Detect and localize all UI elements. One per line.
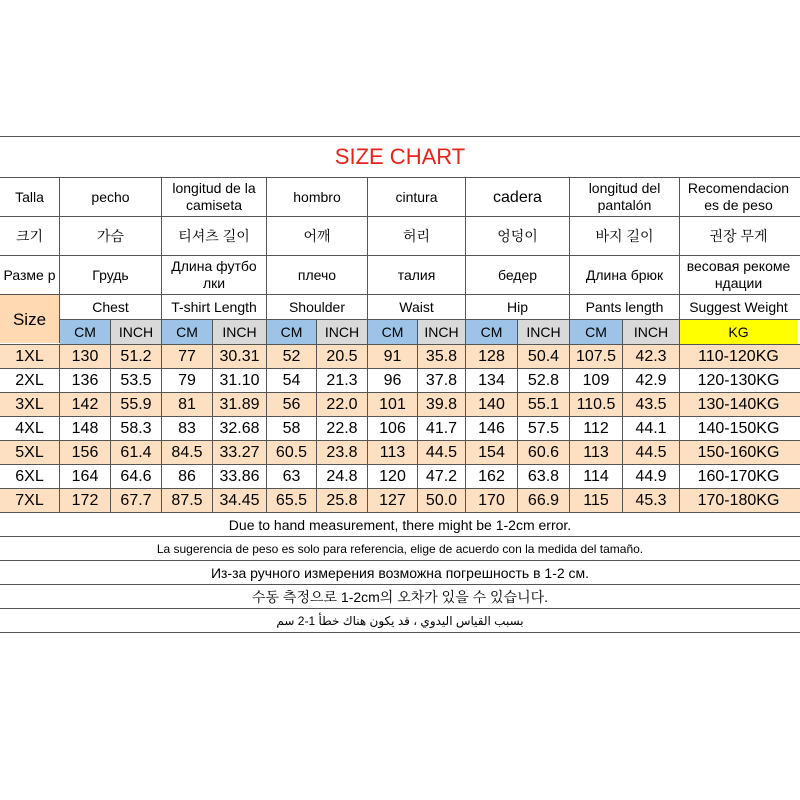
header-cell: талия bbox=[368, 256, 466, 294]
unit-cell: INCH bbox=[518, 320, 570, 344]
table-cell: 58.3 bbox=[111, 417, 162, 440]
table-cell: 20.5 bbox=[317, 345, 368, 368]
header-cell: cintura bbox=[368, 178, 466, 216]
table-cell: 110.5 bbox=[570, 393, 623, 416]
size-cell: 3XL bbox=[0, 393, 60, 416]
table-cell: 31.10 bbox=[213, 369, 267, 392]
header-cell: 티셔츠 길이 bbox=[162, 217, 267, 255]
header-cell: 가슴 bbox=[60, 217, 162, 255]
table-cell: 112 bbox=[570, 417, 623, 440]
header-cell: 권장 무게 bbox=[709, 227, 768, 244]
table-cell: 164 bbox=[60, 465, 111, 488]
unit-cell: CM bbox=[267, 320, 317, 344]
table-cell: 53.5 bbox=[111, 369, 162, 392]
header-cell: cadera bbox=[466, 178, 570, 216]
table-cell: 136 bbox=[60, 369, 111, 392]
table-cell: 140-150KG bbox=[697, 420, 780, 437]
header-cell: pecho bbox=[60, 178, 162, 216]
header-english-block bbox=[0, 294, 800, 344]
table-cell: 101 bbox=[368, 393, 418, 416]
size-cell: 5XL bbox=[0, 441, 60, 464]
header-row-units bbox=[60, 319, 800, 344]
table-cell: 77 bbox=[162, 345, 213, 368]
table-cell: 83 bbox=[162, 417, 213, 440]
header-cell: Hip bbox=[466, 295, 570, 319]
table-row bbox=[0, 344, 800, 368]
header-row-spanish bbox=[0, 177, 800, 216]
table-cell: 21.3 bbox=[317, 369, 368, 392]
table-cell: 84.5 bbox=[162, 441, 213, 464]
table-row bbox=[0, 416, 800, 440]
header-cell: Recomendacion es de peso bbox=[687, 180, 790, 213]
header-cell: 어깨 bbox=[267, 217, 368, 255]
table-cell: 120-130KG bbox=[697, 372, 780, 389]
unit-cell: INCH bbox=[418, 320, 466, 344]
table-cell: 106 bbox=[368, 417, 418, 440]
table-cell: 109 bbox=[570, 369, 623, 392]
table-cell: 110-120KG bbox=[698, 348, 779, 365]
size-chart bbox=[0, 136, 800, 633]
table-cell: 63.8 bbox=[518, 465, 570, 488]
table-cell: 61.4 bbox=[111, 441, 162, 464]
header-cell: Разме р bbox=[0, 256, 60, 294]
header-cell: Длина футбо лки bbox=[162, 256, 267, 294]
header-cell: longitud de la camiseta bbox=[162, 178, 267, 216]
note-english: Due to hand measurement, there might be 1-2cm error. bbox=[0, 512, 800, 536]
table-cell: 44.5 bbox=[623, 441, 680, 464]
table-cell: 113 bbox=[570, 441, 623, 464]
note-korean: 수동 측정으로 1-2cm의 오차가 있을 수 있습니다. bbox=[0, 584, 800, 608]
table-cell: 47.2 bbox=[418, 465, 466, 488]
header-cell: 크기 bbox=[0, 217, 60, 255]
table-cell: 34.45 bbox=[213, 489, 267, 512]
table-cell: 56 bbox=[267, 393, 317, 416]
size-cell: 4XL bbox=[0, 417, 60, 440]
unit-cell: CM bbox=[162, 320, 213, 344]
table-cell: 67.7 bbox=[111, 489, 162, 512]
header-cell: Грудь bbox=[60, 256, 162, 294]
title-row bbox=[0, 136, 800, 177]
header-cell: T-shirt Length bbox=[162, 295, 267, 319]
table-bottom-border bbox=[0, 632, 800, 633]
table-cell: 140 bbox=[466, 393, 518, 416]
table-cell: 156 bbox=[60, 441, 111, 464]
unit-cell: INCH bbox=[213, 320, 267, 344]
header-cell: Shoulder bbox=[267, 295, 368, 319]
header-cell: longitud del pantalón bbox=[570, 178, 680, 216]
table-cell: 91 bbox=[368, 345, 418, 368]
header-row-russian bbox=[0, 255, 800, 294]
table-cell: 66.9 bbox=[518, 489, 570, 512]
table-cell: 146 bbox=[466, 417, 518, 440]
table-cell: 115 bbox=[570, 489, 623, 512]
size-cell: 2XL bbox=[0, 369, 60, 392]
table-cell: 64.6 bbox=[111, 465, 162, 488]
table-cell: 96 bbox=[368, 369, 418, 392]
table-cell: 50.0 bbox=[418, 489, 466, 512]
table-cell: 43.5 bbox=[623, 393, 680, 416]
table-cell: 33.86 bbox=[213, 465, 267, 488]
table-cell: 39.8 bbox=[418, 393, 466, 416]
header-cell: Pants length bbox=[570, 295, 680, 319]
note-arabic: بسبب القياس اليدوي ، قد يكون هناك خطأ 1-2 سم bbox=[0, 608, 800, 632]
unit-cell: INCH bbox=[317, 320, 368, 344]
table-cell: 60.6 bbox=[518, 441, 570, 464]
table-row bbox=[0, 464, 800, 488]
table-cell: 42.3 bbox=[623, 345, 680, 368]
header-cell: 허리 bbox=[368, 217, 466, 255]
table-cell: 63 bbox=[267, 465, 317, 488]
table-cell: 154 bbox=[466, 441, 518, 464]
table-cell: 128 bbox=[466, 345, 518, 368]
table-cell: 52 bbox=[267, 345, 317, 368]
table-cell: 45.3 bbox=[623, 489, 680, 512]
table-cell: 130-140KG bbox=[697, 396, 780, 413]
table-cell: 37.8 bbox=[418, 369, 466, 392]
size-cell: 6XL bbox=[0, 465, 60, 488]
table-cell: 172 bbox=[60, 489, 111, 512]
table-cell: 52.8 bbox=[518, 369, 570, 392]
table-cell: 170 bbox=[466, 489, 518, 512]
header-row-korean bbox=[0, 216, 800, 255]
table-cell: 55.9 bbox=[111, 393, 162, 416]
english-units-block bbox=[60, 295, 800, 344]
table-cell: 41.7 bbox=[418, 417, 466, 440]
unit-cell: KG bbox=[680, 320, 797, 344]
table-row bbox=[0, 488, 800, 512]
table-cell: 22.0 bbox=[317, 393, 368, 416]
header-cell: бедер bbox=[466, 256, 570, 294]
table-cell: 50.4 bbox=[518, 345, 570, 368]
table-row bbox=[0, 440, 800, 464]
table-cell: 44.9 bbox=[623, 465, 680, 488]
table-cell: 113 bbox=[368, 441, 418, 464]
table-row bbox=[0, 368, 800, 392]
table-cell: 58 bbox=[267, 417, 317, 440]
header-cell: hombro bbox=[267, 178, 368, 216]
header-cell: Talla bbox=[0, 178, 60, 216]
table-cell: 170-180KG bbox=[697, 492, 780, 509]
table-cell: 57.5 bbox=[518, 417, 570, 440]
table-cell: 32.68 bbox=[213, 417, 267, 440]
header-cell: плечо bbox=[267, 256, 368, 294]
header-cell: Waist bbox=[368, 295, 466, 319]
header-cell: Suggest Weight bbox=[689, 298, 788, 315]
table-cell: 134 bbox=[466, 369, 518, 392]
note-russian: Из-за ручного измерения возможна погрешность в 1-2 см. bbox=[0, 560, 800, 584]
table-cell: 23.8 bbox=[317, 441, 368, 464]
unit-cell: INCH bbox=[111, 320, 162, 344]
table-cell: 79 bbox=[162, 369, 213, 392]
table-cell: 86 bbox=[162, 465, 213, 488]
unit-cell: CM bbox=[466, 320, 518, 344]
header-row-english bbox=[60, 295, 800, 319]
unit-cell: CM bbox=[60, 320, 111, 344]
table-cell: 60.5 bbox=[267, 441, 317, 464]
chart-title: SIZE CHART bbox=[334, 144, 466, 169]
table-cell: 25.8 bbox=[317, 489, 368, 512]
table-cell: 31.89 bbox=[213, 393, 267, 416]
table-cell: 33.27 bbox=[213, 441, 267, 464]
table-cell: 44.5 bbox=[418, 441, 466, 464]
table-cell: 22.8 bbox=[317, 417, 368, 440]
unit-cell: CM bbox=[368, 320, 418, 344]
header-cell: 엉덩이 bbox=[466, 217, 570, 255]
table-cell: 54 bbox=[267, 369, 317, 392]
size-header: Size bbox=[0, 295, 60, 343]
header-cell: весовая рекоме ндации bbox=[686, 258, 791, 291]
table-cell: 114 bbox=[570, 465, 623, 488]
table-cell: 51.2 bbox=[111, 345, 162, 368]
size-cell: 7XL bbox=[0, 489, 60, 512]
table-cell: 120 bbox=[368, 465, 418, 488]
table-cell: 127 bbox=[368, 489, 418, 512]
table-row bbox=[0, 392, 800, 416]
header-cell: Длина брюк bbox=[570, 256, 680, 294]
size-cell: 1XL bbox=[0, 345, 60, 368]
table-cell: 55.1 bbox=[518, 393, 570, 416]
note-spanish: La sugerencia de peso es solo para referencia, elige de acuerdo con la medida del tamaño. bbox=[0, 536, 800, 560]
table-cell: 30.31 bbox=[213, 345, 267, 368]
table-cell: 162 bbox=[466, 465, 518, 488]
table-cell: 148 bbox=[60, 417, 111, 440]
table-cell: 81 bbox=[162, 393, 213, 416]
table-cell: 87.5 bbox=[162, 489, 213, 512]
table-cell: 42.9 bbox=[623, 369, 680, 392]
header-cell: 바지 길이 bbox=[570, 217, 680, 255]
table-cell: 130 bbox=[60, 345, 111, 368]
table-cell: 160-170KG bbox=[697, 468, 780, 485]
unit-cell: CM bbox=[570, 320, 623, 344]
table-cell: 44.1 bbox=[623, 417, 680, 440]
table-cell: 142 bbox=[60, 393, 111, 416]
table-cell: 107.5 bbox=[570, 345, 623, 368]
unit-cell: INCH bbox=[623, 320, 680, 344]
header-cell: Chest bbox=[60, 295, 162, 319]
table-cell: 150-160KG bbox=[697, 444, 780, 461]
table-cell: 65.5 bbox=[267, 489, 317, 512]
table-cell: 24.8 bbox=[317, 465, 368, 488]
table-cell: 35.8 bbox=[418, 345, 466, 368]
